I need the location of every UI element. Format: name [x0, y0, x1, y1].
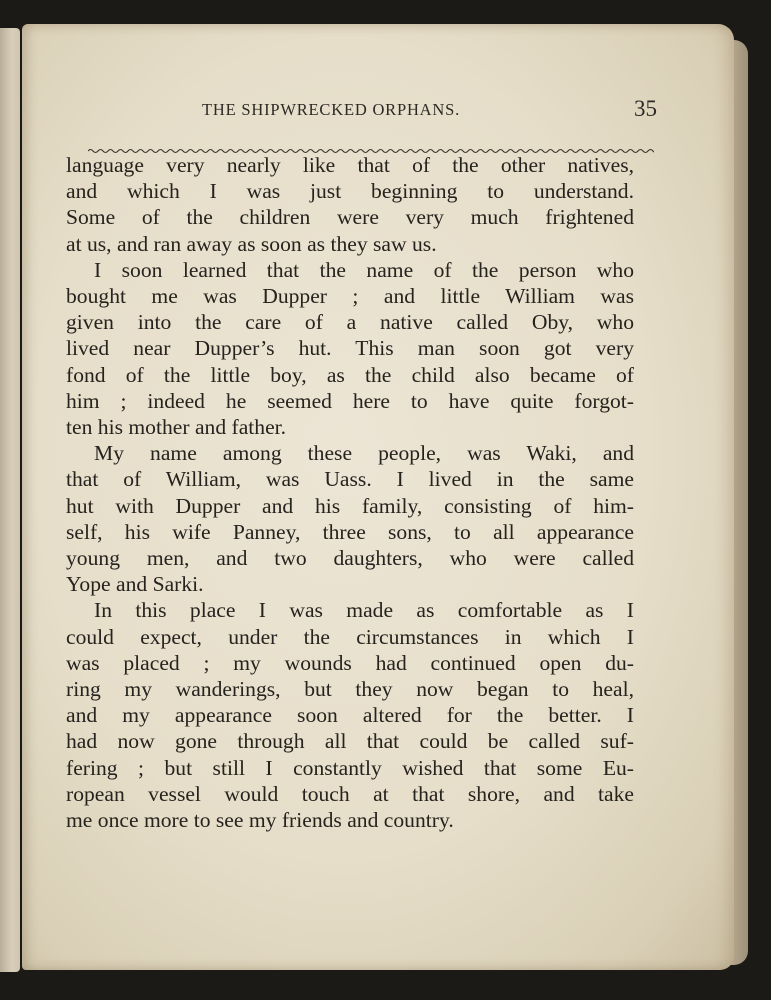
- text-line: was placed ; my wounds had continued open du-: [66, 650, 634, 675]
- text-line: me once more to see my friends and country.: [66, 808, 454, 833]
- text-line: In this place I was made as comfortable as I: [94, 598, 634, 623]
- previous-page-edge: [0, 28, 20, 972]
- text-line: fering ; but still I constantly wished that some Eu-: [66, 755, 634, 780]
- text-line: language very nearly like that of the other natives,: [66, 153, 634, 177]
- text-line: had now gone through all that could be called suf-: [66, 729, 634, 754]
- text-line: at us, and ran away as soon as they saw us.: [66, 231, 437, 256]
- running-head: [62, 96, 662, 132]
- running-title: THE SHIPWRECKED ORPHANS.: [202, 100, 461, 119]
- text-line: Yope and Sarki.: [66, 572, 204, 597]
- text-line: ring my wanderings, but they now began to heal,: [66, 677, 634, 702]
- text-line: ten his mother and father.: [66, 415, 287, 440]
- text-line: could expect, under the circumstances in which I: [66, 624, 634, 649]
- text-line: ropean vessel would touch at that shore, and take: [66, 781, 634, 806]
- page-number: 35: [634, 96, 657, 121]
- text-line: young men, and two daughters, who were called: [66, 546, 634, 571]
- body-text: [66, 152, 634, 833]
- text-line: him ; indeed he seemed here to have quite forgot-: [66, 388, 634, 413]
- text-line: I soon learned that the name of the person who: [94, 257, 634, 282]
- text-line: My name among these people, was Waki, and: [94, 441, 634, 466]
- text-line: given into the care of a native called Oby, who: [66, 310, 634, 335]
- text-line: Some of the children were very much frightened: [66, 205, 634, 230]
- text-line: fond of the little boy, as the child also became of: [66, 362, 634, 387]
- text-line: hut with Dupper and his family, consisting of him-: [66, 493, 634, 518]
- text-line: lived near Dupper’s hut. This man soon got very: [66, 336, 634, 361]
- text-line: self, his wife Panney, three sons, to all appearance: [66, 519, 634, 544]
- text-line: that of William, was Uass. I lived in the same: [66, 467, 634, 492]
- text-line: and my appearance soon altered for the better. I: [66, 703, 634, 728]
- text-line: and which I was just beginning to understand.: [66, 179, 634, 204]
- text-line: bought me was Dupper ; and little William was: [66, 284, 634, 309]
- book-page: [22, 24, 734, 970]
